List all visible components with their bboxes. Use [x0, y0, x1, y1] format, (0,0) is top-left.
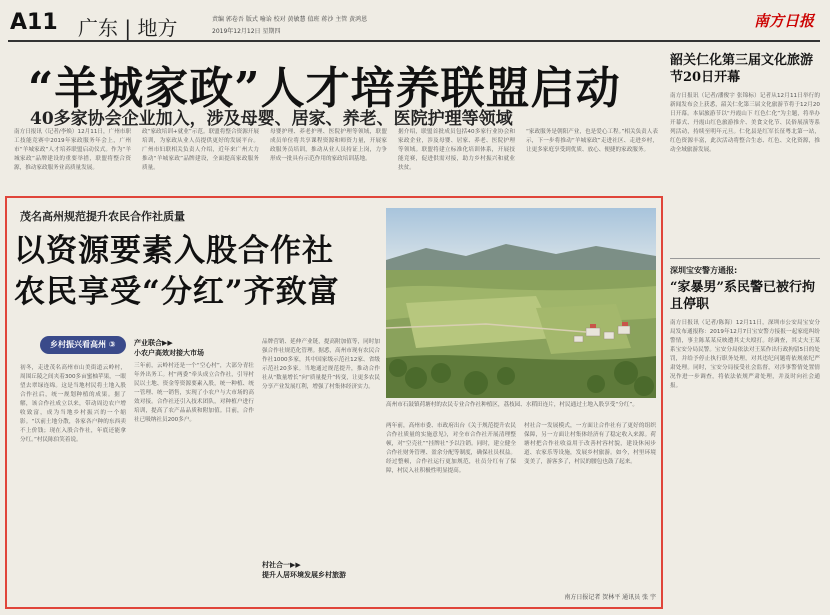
top-story-column-3: 母婴护理、养老护理、医院护理等领域，联盟成员单位将共享课程资源和师资力量，开展家政服务员培训，推动从业人员持证上岗，力争形成一批具有示范作用的家政培训基地。 [270, 129, 387, 162]
feature-photo [386, 208, 656, 398]
editor-credits: 责编 郭卷吾 版式 喻诒 校对 黄敏慧 值班 蒋沙 主管 黄鸿恩 [212, 16, 368, 23]
top-story-column-2: 政“家政培训+就业”示范。联盟将整合资源开展培训，为家政从业人员提供更好的发展平台。广州市妇联相关负责人介绍，近年来广州大力推动“羊城家政”品牌建设，全面提高家政服务质量。 [142, 129, 259, 171]
feature-headline-line2: 农民享受“分红”齐致富 [14, 274, 340, 310]
header-rule [8, 40, 820, 42]
top-story-column-4: 据介绍，联盟首批成员包括40多家行业协会和家政企业，涉及母婴、居家、养老、医院护理等领域。联盟将建立标准化培训体系，开展技能竞赛，促进供需对接，助力乡村振兴和就业扶贫。 [398, 129, 515, 171]
top-story-column-5: “家政服务是朝阳产业，也是爱心工程。”相关负责人表示，下一步将推动“羊城家政”走进社区、走进乡村，让更多家庭享受到优质、放心、便捷的家政服务。 [526, 129, 658, 153]
top-story-subtitle: 40多家协会企业加入，涉及母婴、居家、养老、医院护理等领域 [30, 109, 513, 129]
feature-column-5 [524, 422, 656, 604]
top-story-title: “羊城家政”人才培养联盟启动 [28, 63, 621, 114]
feature-kicker: 茂名高州规范提升农民合作社质量 [20, 210, 185, 223]
tourism-story-body: 南方日报讯（记者/潘俊宇 张锦标）记者从12月11日举行的新闻发布会上获悉，韶关仁化第三届文化旅游节将于12月20日开幕。本届旅游节以“丹霞山下 红色仁化”为主题，将举办开幕式、丹霞山红色旅游推介、美食文化节、民俗展演等系列活动，持续至明年元旦。仁化县是红军长征粤北第一站，红色资源丰富，此次活动将整合生态、红色、文化资源，推动全域旅游发展。 [670, 93, 820, 153]
series-badge: 乡村振兴看高州 ③ [40, 336, 126, 354]
section2-title: 提升人居环境发展乡村旅游 [262, 571, 346, 579]
feature-column-4 [386, 422, 516, 604]
tourism-story-title: 韶关仁化第三届文化旅游节20日开幕 [670, 53, 814, 85]
sidebar-divider [670, 258, 820, 259]
feature-column-5-text: 村社合一发展模式，一方面让合作社有了更好的组织保障，另一方面让村集体经济有了稳定收入来源。荷塘村把合作社收益用于改善村容村貌，建设休闲步道、农家乐等设施，发展乡村旅游。如今，村里环境变美了，游客多了，村民的腰包也鼓了起来。 [524, 423, 656, 465]
police-story-title: “家暴男”系民警已被行拘且停职 [670, 280, 815, 312]
page-number: A11 [10, 10, 58, 35]
feature-column-1-text: 初冬，走进茂名高州市山美街道云岭村，周围丘陵之间夹着300多亩蜜柚苹果，一眼望去翠绿连绵。这是当地村民将土地入股合作社后，统一规划种植的成果。据了解，该合作社成立以来，带动周边农户增收致富，成为当地乡村振兴的一个缩影。“以前土地分散，各家各户种的东西卖不上价钱；现在入股合作社，年底还能拿分红。”村民陈伯笑着说。 [20, 365, 126, 443]
police-story-kicker: 深圳宝安警方通报: [670, 266, 738, 275]
page-header [8, 8, 820, 42]
subsection-label: 地方 [137, 16, 178, 40]
feature-column-1 [20, 364, 126, 604]
section2-label: 村社合一▶▶ [262, 561, 301, 569]
feature-column-2-text: 三年前，云岭村还是一个“空心村”，大部分青壮年外出务工。村“两委”牵头成立合作社，引导村民以土地、资金等资源要素入股，统一种植、统一管理、统一销售，实现了小农户与大市场的高效对接。合作社还引入技术团队，对种植户进行培训，提高了农产品品质和附加值。目前，合作社已吸纳社员200多户。 [134, 363, 254, 423]
aerial-landscape-image [386, 208, 656, 398]
feature-column-2 [134, 338, 254, 604]
feature-headline-line1: 以资源要素入股合作社 [14, 233, 334, 269]
newspaper-logo: 南方日报 [753, 12, 814, 30]
feature-column-4-text: 两年前，高州市委、市政府出台《关于规范提升农民合作社质量的实施意见》，对全市合作社开展清理整顿，对“空壳社”“挂牌社”予以注销。同时，建立健全合作社财务管理、盈余分配等制度，确保社员权益。经过整顿，合作社运行更加规范，社员分红有了保障，村民入社积极性明显提高。 [386, 423, 516, 474]
section-name: 广东 | 地方 [78, 16, 178, 40]
feature-column-3-text: 品牌营销、延伸产业链，提高附加值等，同时加强合作社规范化管理。据悉，高州市现有农民合作社1000多家，其中国家级示范社12家、省级示范社20多家。当地通过规范提升，推动合作社从“数量增长”向“质量提升”转变，让更多农民分享产业发展红利，增强了村集体经济实力。 [262, 339, 380, 390]
police-story-body: 南方日报讯（记者/陈海）12月11日，深圳市公安局宝安分局发布通报称：2019年12月7日宝安警方接报一起家庭纠纷警情，事主陈某某反映遭其丈夫殴打。经调查，其丈夫王某系宝安分局民警。宝安分局依法对王某作出行政拘留5日的处罚，并给予停止执行职务处理，对其违纪问题将依规依纪严肃处理。同时，宝安分局接受社会监督，对涉事警情处置情况作进一步调查，将依法依规严肃处理，并及时向社会通报。 [670, 320, 820, 389]
section1-title: 小农户高效对接大市场 [134, 349, 204, 357]
right-sidebar [670, 46, 820, 611]
section-label: 广东 [78, 16, 118, 40]
feature-column-3 [262, 338, 380, 604]
photo-caption: 高州市石鼓镇荷塘村的农民专业合作社种植区，荔枝园、水稻田连片，村民通过土地入股享受“分红”。 [386, 402, 638, 408]
feature-credits: 南方日报记者 贺林平 通讯员 张 宇 [564, 594, 656, 601]
top-story-column-1: 南方日报讯（记者/李焕）12月11日，广州市职工技能竞赛中2019年家政服务年会上，广州市“羊城家政”人才培养联盟启动仪式。作为“羊城家政”品牌建设的重要举措，联盟将整合资源，推动家政服务业高质量发展。 [14, 129, 131, 171]
section1-label: 产业联合▶▶ [134, 339, 173, 347]
issue-date: 2019年12月12日 星期四 [212, 28, 281, 35]
